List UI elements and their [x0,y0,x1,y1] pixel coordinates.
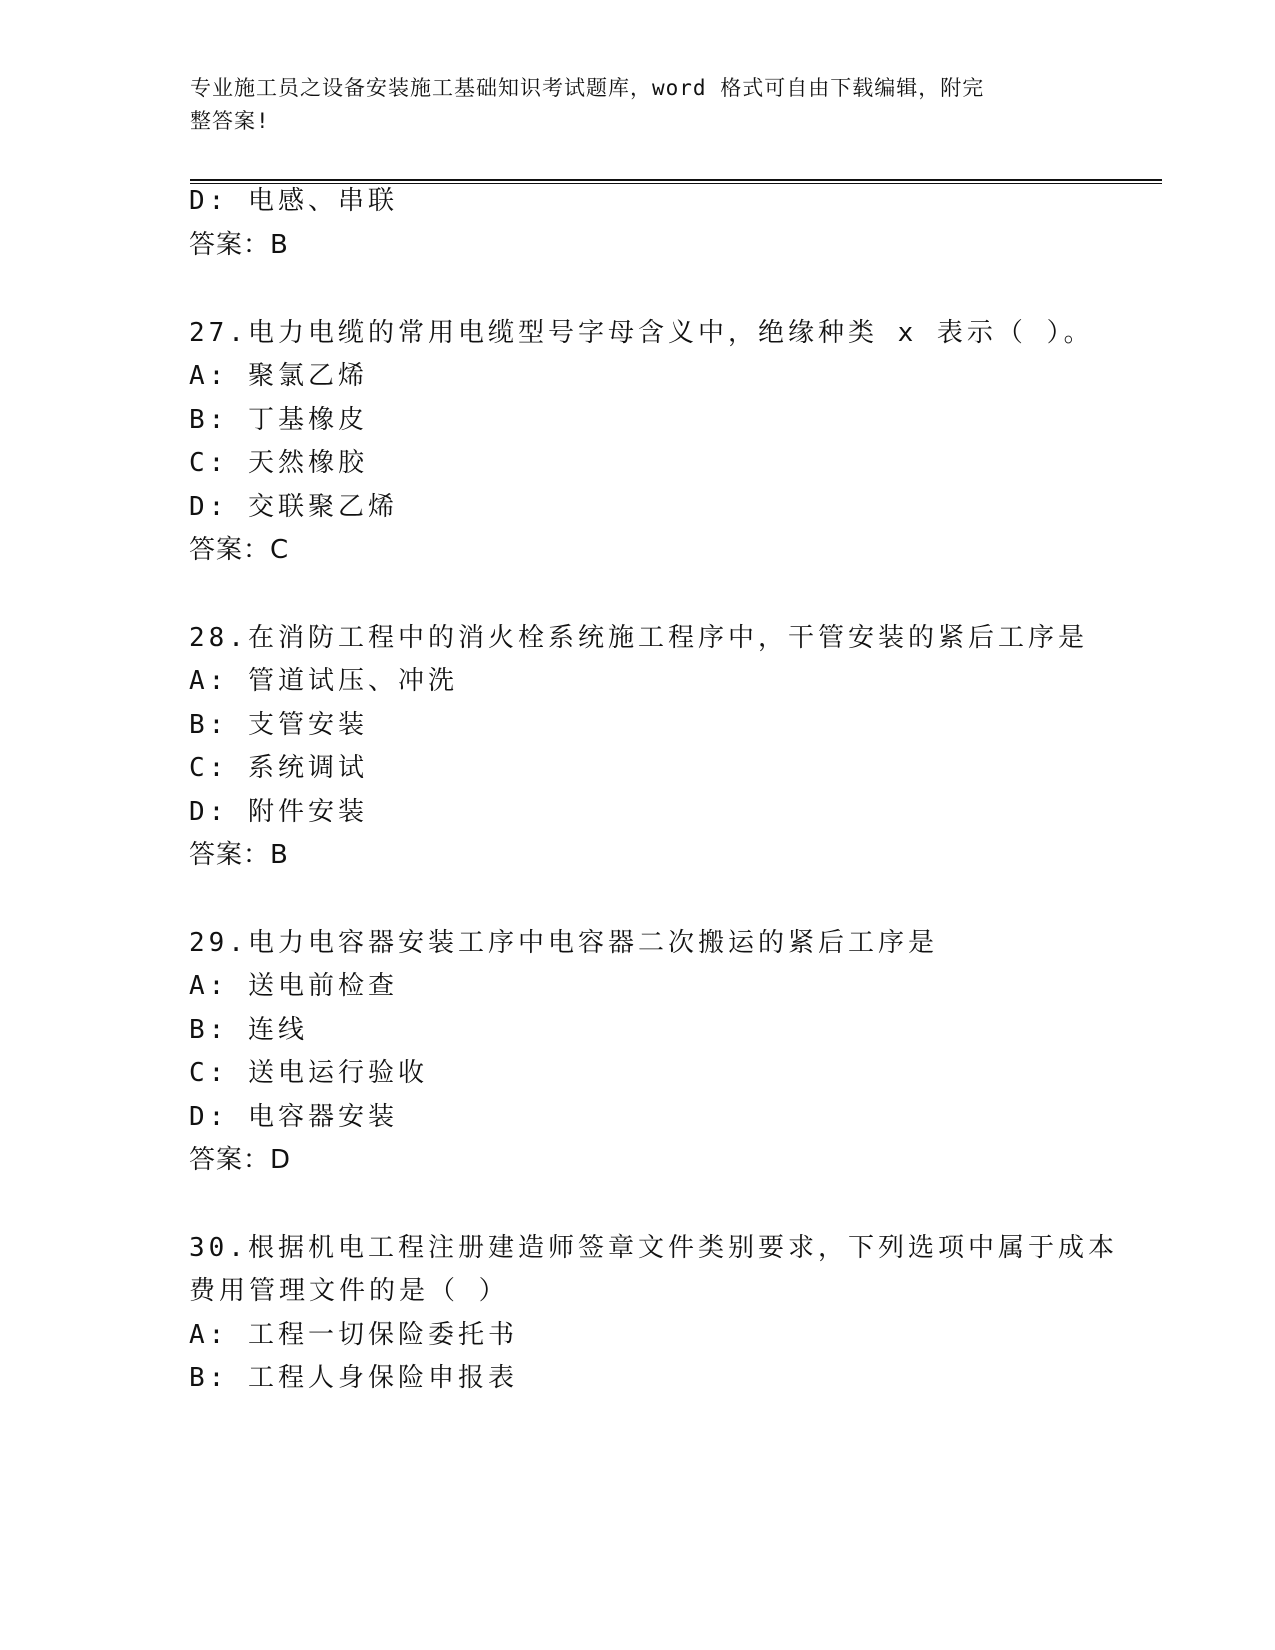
q28-option-b: B: 支管安装 [189,710,368,740]
header-rule-thick [190,179,1162,181]
q27-option-b: B: 丁基橡皮 [189,405,368,435]
q28-option-d: D: 附件安装 [189,797,368,827]
q30-option-b: B: 工程人身保险申报表 [189,1363,518,1393]
q26-answer: 答案：B [189,230,289,260]
q30-option-a: A: 工程一切保险委托书 [189,1320,518,1350]
q27-option-a: A: 聚氯乙烯 [189,361,368,391]
q30-stem-line-2: 费用管理文件的是（ ） [189,1276,509,1306]
q28-answer: 答案：B [189,840,289,870]
q29-option-c: C: 送电运行验收 [189,1058,428,1088]
q29-stem: 29.电力电容器安装工序中电容器二次搬运的紧后工序是 [189,928,938,958]
q27-stem: 27.电力电缆的常用电缆型号字母含义中，绝缘种类 x 表示（ ）。 [189,318,1094,348]
q27-option-c: C: 天然橡胶 [189,448,368,478]
q29-option-a: A: 送电前检查 [189,971,398,1001]
q27-answer: 答案：C [189,535,290,565]
q29-option-b: B: 连线 [189,1015,308,1045]
q29-answer: 答案：D [189,1145,292,1175]
document-header [190,72,1090,138]
q28-stem: 28.在消防工程中的消火栓系统施工程序中，干管安装的紧后工序是 [189,623,1088,653]
header-line-1: 专业施工员之设备安装施工基础知识考试题库，word 格式可自由下载编辑，附完 [190,76,985,100]
q28-option-a: A: 管道试压、冲洗 [189,666,458,696]
header-line-2: 整答案! [190,109,270,133]
q27-option-d: D: 交联聚乙烯 [189,492,398,522]
q28-option-c: C: 系统调试 [189,753,368,783]
q29-option-d: D: 电容器安装 [189,1102,398,1132]
q26-option-d: D: 电感、串联 [189,186,398,216]
q30-stem-line-1: 30.根据机电工程注册建造师签章文件类别要求，下列选项中属于成本 [189,1233,1118,1263]
